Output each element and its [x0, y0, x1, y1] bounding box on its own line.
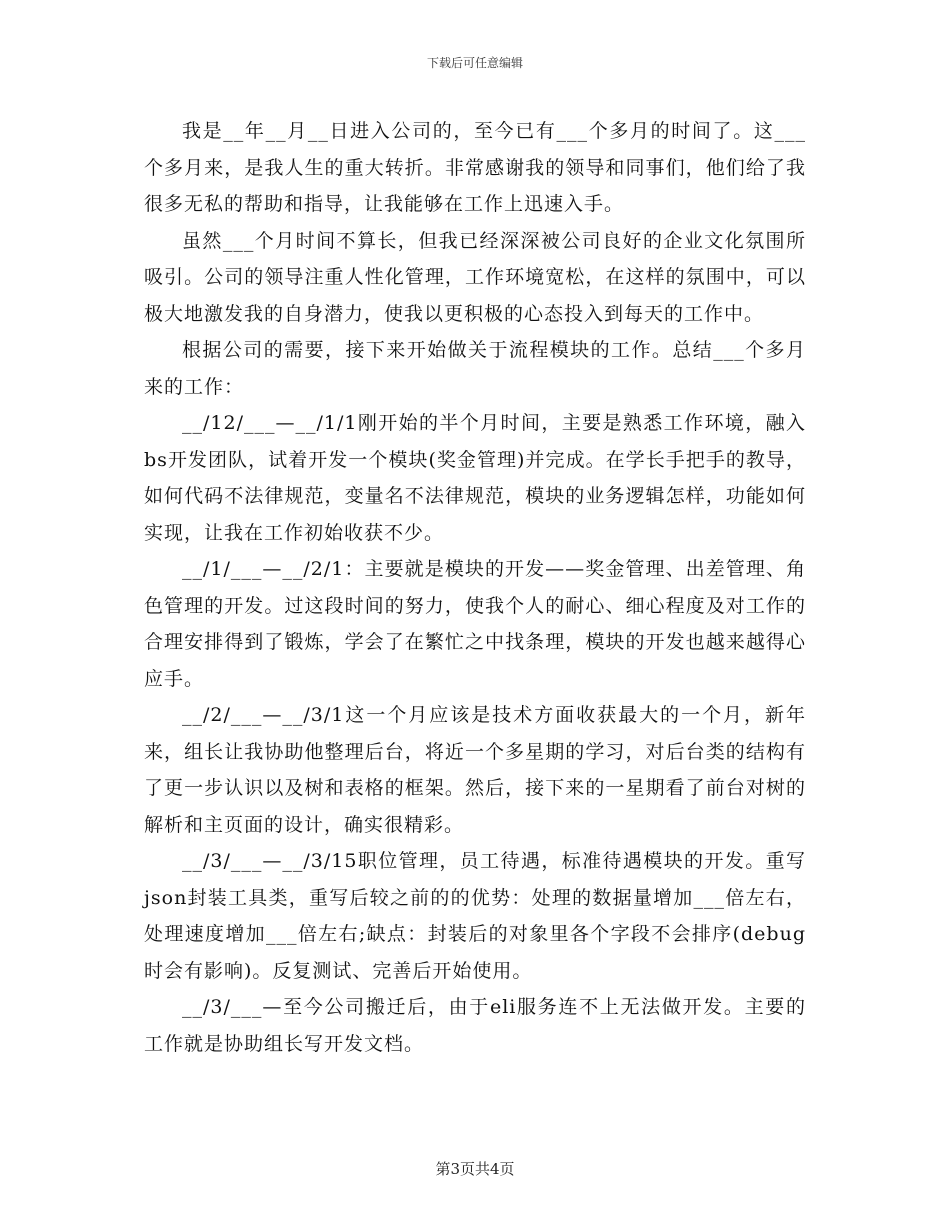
- paragraph-period-2: __/1/___—__/2/1：主要就是模块的开发——奖金管理、出差管理、角色管理的开发。过这段时间的努力，使我个人的耐心、细心程度及对工作的合理安排得到了锻炼，学会了在繁忙之中找条理，模块的开发也越来越得心应手。: [144, 558, 806, 690]
- paragraph-period-1: __/12/___—__/1/1刚开始的半个月时间，主要是熟悉工作环境，融入bs开发团队，试着开发一个模块(奖金管理)并完成。在学长手把手的教导，如何代码不法律规范，变量名不法律规范，模块的业务逻辑怎样，功能如何实现，让我在工作初始收获不少。: [144, 412, 806, 544]
- paragraph-summary-lead: 根据公司的需要，接下来开始做关于流程模块的工作。总结___个多月来的工作：: [144, 339, 806, 398]
- paragraph-culture: 虽然___个月时间不算长，但我已经深深被公司良好的企业文化氛围所吸引。公司的领导注重人性化管理，工作环境宽松，在这样的氛围中，可以极大地激发我的自身潜力，使我以更积极的心态投入到每天的工作中。: [144, 229, 806, 325]
- paragraph-period-4: __/3/___—__/3/15职位管理，员工待遇，标准待遇模块的开发。重写json封装工具类，重写后较之前的的优势：处理的数据量增加___倍左右，处理速度增加___倍左右;缺点：封装后的对象里各个字段不会排序(debug时会有影响)。反复测试、完善后开始使用。: [144, 850, 806, 982]
- paragraph-intro: 我是__年__月__日进入公司的，至今已有___个多月的时间了。这___个多月来，是我人生的重大转折。非常感谢我的领导和同事们，他们给了我很多无私的帮助和指导，让我能够在工作上迅速入手。: [144, 120, 806, 215]
- document-body: [144, 113, 806, 1062]
- page-header-note: 下载后可任意编辑: [426, 56, 523, 70]
- page-number: 第3页共4页: [435, 1160, 515, 1178]
- paragraph-period-5: __/3/___—至今公司搬迁后，由于eli服务连不上无法做开发。主要的工作就是协助组长写开发文档。: [144, 996, 806, 1055]
- paragraph-period-3: __/2/___—__/3/1这一个月应该是技术方面收获最大的一个月，新年来，组长让我协助他整理后台，将近一个多星期的学习，对后台类的结构有了更一步认识以及树和表格的框架。然后，接下来的一星期看了前台对树的解析和主页面的设计，确实很精彩。: [144, 704, 806, 836]
